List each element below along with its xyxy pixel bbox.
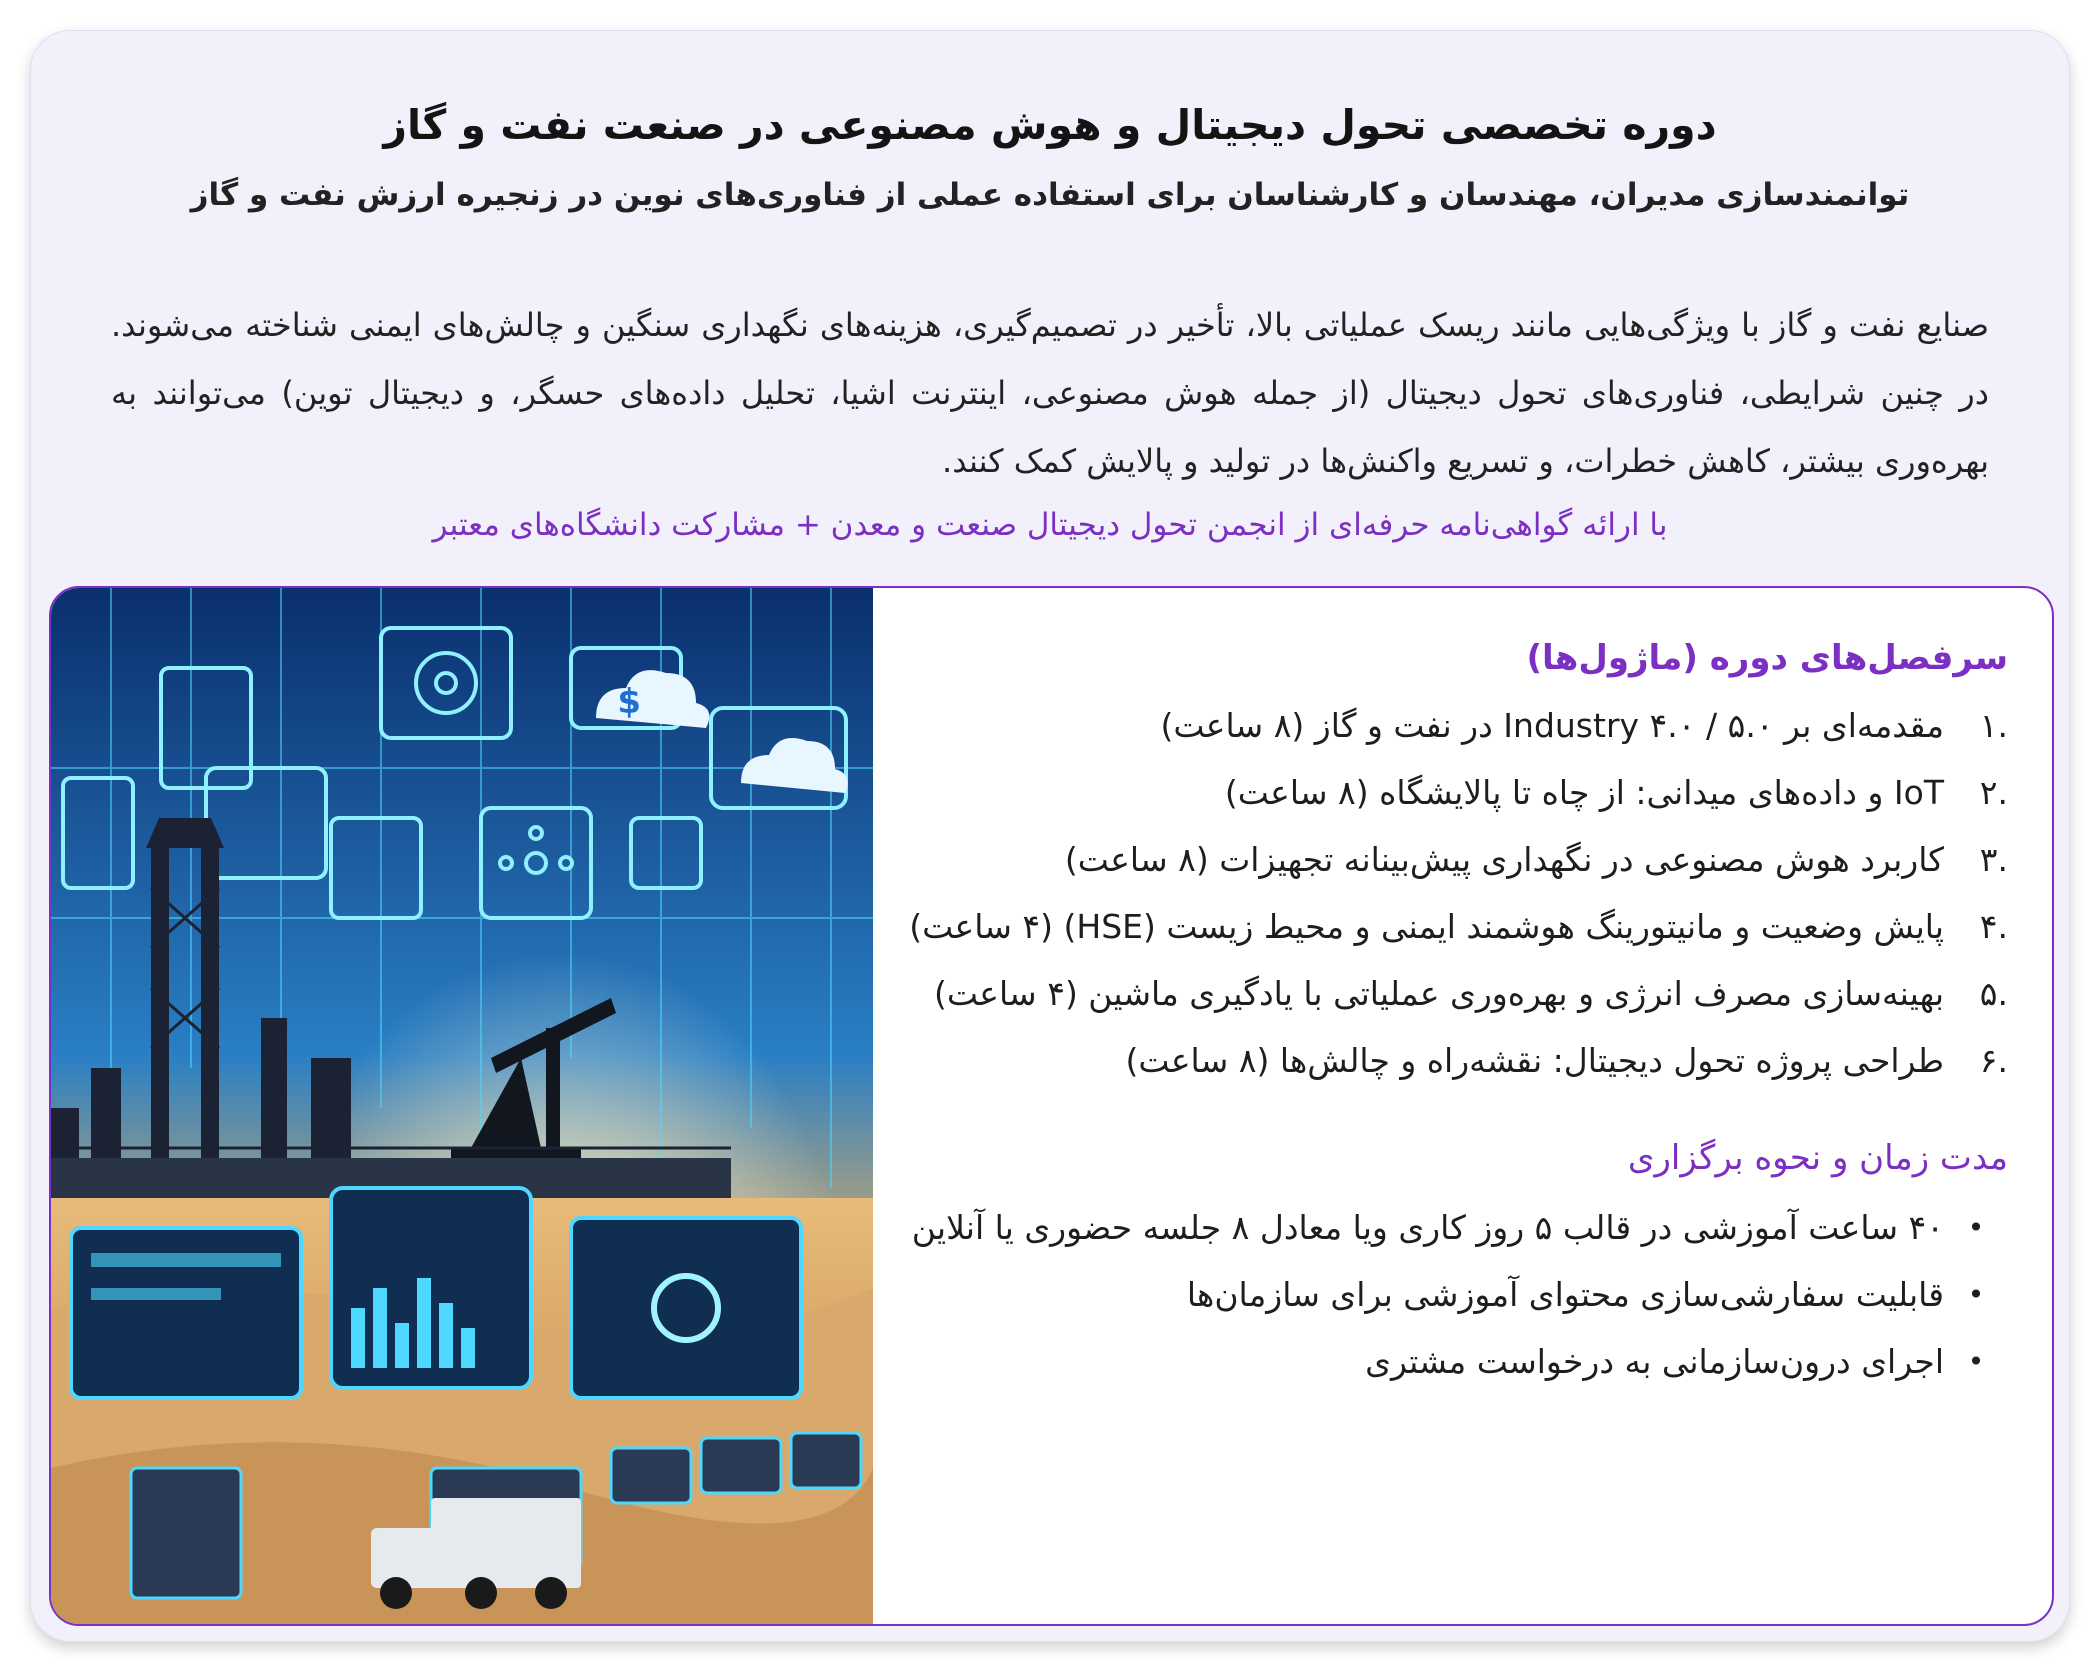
module-text: کاربرد هوش مصنوعی در نگهداری پیش‌بینانه تجهیزات (۸ ساعت) <box>1064 840 1944 879</box>
module-item <box>891 907 2008 946</box>
bullet-icon: • <box>1967 1345 1985 1378</box>
page-title: دوره تخصصی تحول دیجیتال و هوش مصنوعی در صنعت نفت و گاز <box>383 101 1717 149</box>
module-text: پایش وضعیت و مانیتورینگ هوشمند ایمنی و محیط زیست (HSE) (۴ ساعت) <box>909 907 1944 946</box>
intro-line: می‌توانند به بهره‌وری بیشتر، کاهش خطرات، و تسریع واکنش‌ها در تولید و پالایش کمک کنند. <box>111 374 1989 480</box>
delivery-item <box>891 1275 2008 1314</box>
course-details-panel <box>49 586 2054 1626</box>
module-item <box>891 1041 2008 1080</box>
delivery-text: اجرای درون‌سازمانی به درخواست مشتری <box>1365 1342 1944 1381</box>
course-outline <box>891 588 2008 1624</box>
intro-line: می‌شوند. در چنین شرایطی، فناوری‌های تحول دیجیتال (از جمله هوش مصنوعی، اینترنت اشیا، تحلیل داده‌های حسگر، و دیجیتال توین) <box>111 306 1990 412</box>
illustration-svg <box>51 588 873 1626</box>
module-number: .۲ <box>1979 773 2008 812</box>
intro-paragraph <box>111 291 1989 495</box>
module-number: .۳ <box>1979 840 2008 879</box>
module-item <box>891 706 2008 745</box>
module-item <box>891 773 2008 812</box>
oil-gas-digital-illustration <box>51 588 873 1626</box>
page-subtitle: توانمندسازی مدیران، مهندسان و کارشناسان برای استفاده عملی از فناوری‌های نوین در زنجیره ارزش نفت و گاز <box>190 177 1910 213</box>
certificate-note: با ارائه گواهی‌نامه حرفه‌ای از انجمن تحول دیجیتال صنعت و معدن + مشارکت دانشگاه‌های معتبر <box>432 507 1668 543</box>
delivery-heading: مدت زمان و نحوه برگزاری <box>1627 1138 2008 1178</box>
intro-line: صنایع نفت و گاز با ویژگی‌هایی مانند ریسک عملیاتی بالا، تأخیر در تصمیم‌گیری، هزینه‌های نگهداری سنگین و چالش‌های ایمنی شناخته <box>245 306 1990 344</box>
course-card <box>30 30 2070 1642</box>
module-item <box>891 974 2008 1013</box>
svg-text:$: $ <box>617 682 641 722</box>
module-text: بهینه‌سازی مصرف انرژی و بهره‌وری عملیاتی با یادگیری ماشین (۴ ساعت) <box>934 974 1944 1013</box>
modules-heading: سرفصل‌های دوره (ماژول‌ها) <box>1526 638 2008 678</box>
bullet-icon: • <box>1967 1211 1985 1244</box>
module-number: .۵ <box>1979 974 2008 1013</box>
module-text: طراحی پروژه تحول دیجیتال: نقشه‌راه و چالش‌ها (۸ ساعت) <box>1125 1041 1944 1080</box>
module-number: .۶ <box>1979 1041 2008 1080</box>
module-item <box>891 840 2008 879</box>
delivery-text: قابلیت سفارشی‌سازی محتوای آموزشی برای سازمان‌ها <box>1186 1275 1944 1314</box>
module-number: .۱ <box>1979 706 2008 745</box>
delivery-item <box>891 1208 2008 1247</box>
delivery-item <box>891 1342 2008 1381</box>
bullet-icon: • <box>1967 1278 1985 1311</box>
module-text: IoT و داده‌های میدانی: از چاه تا پالایشگاه (۸ ساعت) <box>1224 773 1944 812</box>
module-text: مقدمه‌ای بر ۵.۰ / ۴.۰ Industry در نفت و گاز (۸ ساعت) <box>1160 706 1944 745</box>
module-number: .۴ <box>1979 907 2008 946</box>
delivery-text: ۴۰ ساعت آموزشی در قالب ۵ روز کاری ویا معادل ۸ جلسه حضوری یا آنلاین <box>911 1208 1944 1247</box>
